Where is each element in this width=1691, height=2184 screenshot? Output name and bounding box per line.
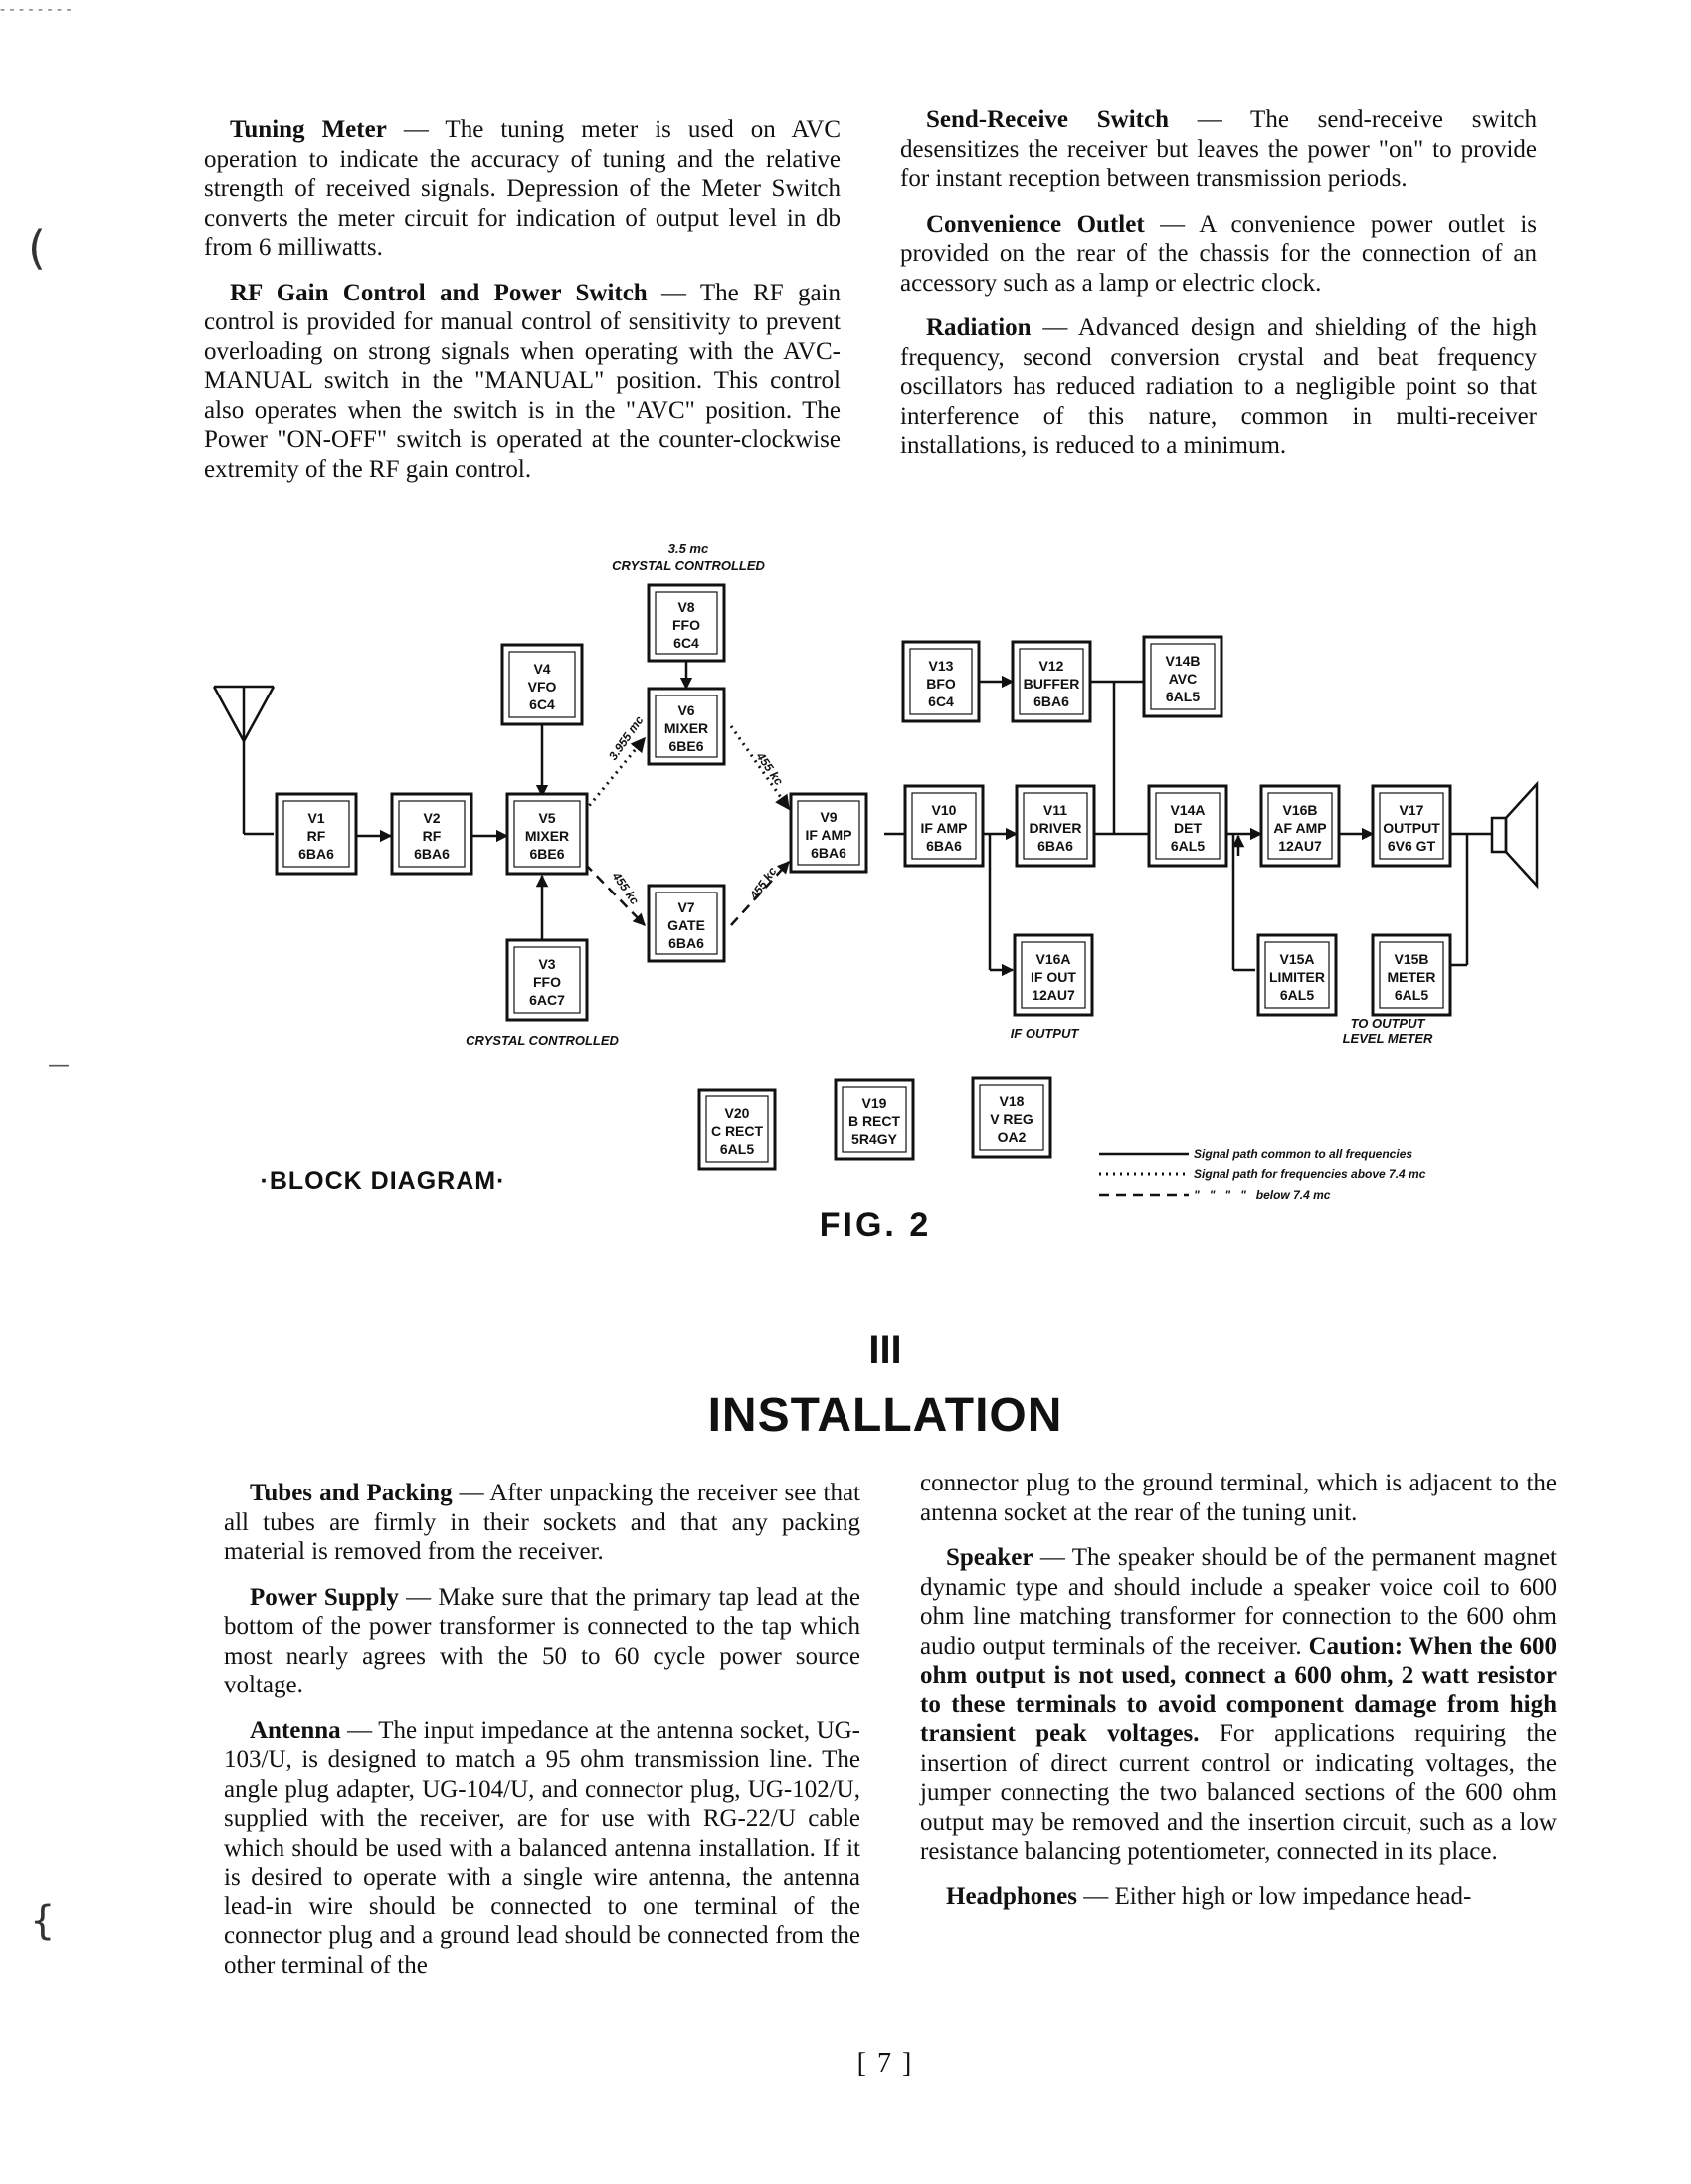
if-output-label: IF OUTPUT [1010, 1026, 1079, 1041]
tube-block-v15a [1258, 935, 1336, 1015]
tube-block-v10 [905, 786, 983, 866]
tube-block-label: V11 [1042, 802, 1068, 818]
tube-block-label: 6C4 [529, 696, 555, 712]
tube-block-v19 [836, 1080, 913, 1159]
tube-block-label: IF OUT [1031, 969, 1076, 985]
paragraph-body: — The speaker should be of the permanent magnet dynamic type and should include a speaker voice coil to 600 ohm line matching transformer for connection to the 600 ohm audio output terminals of the receiver. [920, 1544, 1557, 1660]
scan-mark: ( [28, 221, 46, 275]
paragraph: connector plug to the ground terminal, which is adjacent to the antenna socket at the rear of the tuning unit. [920, 1470, 1557, 1526]
paragraph-body: — After unpacking the receiver see that all tubes are firmly in their sockets and that any packing material is removed from the receiver. [224, 1480, 860, 1565]
tube-block-label: MIXER [663, 720, 709, 736]
tube-block-v1 [277, 794, 356, 874]
tube-block-label: 6C4 [928, 694, 954, 709]
frequency-label: 455 kc [746, 864, 780, 902]
tube-block-label: 6BE6 [529, 846, 565, 862]
tube-block-v14a [1149, 786, 1226, 866]
tube-block-label: V1 [307, 810, 325, 826]
tube-block-label: BUFFER [1023, 676, 1080, 692]
tube-block-label: V15A [1279, 951, 1315, 967]
tube-block-label: V6 [677, 702, 695, 718]
tube-block-label: OA2 [997, 1129, 1027, 1145]
paragraph-heading: Tuning Meter [230, 116, 387, 143]
tube-block-label: 12AU7 [1032, 987, 1075, 1003]
tube-block-v17 [1373, 786, 1450, 866]
paragraph [224, 1716, 860, 1981]
tube-block-label: 6BA6 [1033, 694, 1069, 709]
legend-text: Signal path for frequencies above 7.4 mc [1194, 1167, 1426, 1181]
tube-block-label: DRIVER [1029, 820, 1082, 836]
meter-output-label: LEVEL METER [1342, 1031, 1433, 1046]
tube-block-label: 6AC7 [529, 992, 565, 1008]
tube-block-label: V14B [1165, 653, 1201, 669]
top-left-column [204, 115, 841, 499]
paragraph [920, 1543, 1557, 1867]
paragraph-heading: Antenna [250, 1716, 341, 1744]
paragraph-heading: Tubes and Packing [250, 1480, 453, 1506]
tube-block-label: 6BA6 [298, 846, 334, 862]
tube-block-label: 6BA6 [1037, 838, 1073, 854]
paragraph-body: — The send-receive switch desensitizes the receiver but leaves the power "on" to provide for instant reception between transmission periods. [900, 106, 1537, 192]
v8-crystal-label: CRYSTAL CONTROLLED [612, 558, 765, 573]
paragraph-body: For applications requiring the insertion of direct current control or indicating voltages, the jumper connecting the two balanced sections of the 600 ohm output may be removed and the insertion circuit, such as a low resistance balancing potentiometer, connected in its place. [920, 1720, 1557, 1865]
tube-block-label: AVC [1168, 671, 1198, 687]
paragraph-heading: RF Gain Control and Power Switch [230, 279, 648, 306]
tube-block-label: V7 [677, 899, 695, 915]
paragraph [204, 115, 841, 263]
tube-block-v13 [903, 642, 979, 721]
paragraph [224, 1479, 860, 1567]
tube-block-label: 6AL5 [1394, 987, 1429, 1003]
diagram-caption: ·BLOCK DIAGRAM· [260, 1167, 506, 1195]
tube-block-label: 6BA6 [811, 845, 846, 861]
tube-block-label: V14A [1170, 802, 1206, 818]
tube-block-label: 5R4GY [851, 1131, 897, 1147]
tube-block-label: V3 [538, 956, 556, 972]
tube-block-label: V13 [928, 658, 954, 674]
frequency-label: 3.955 mc [605, 713, 647, 763]
tube-block-label: GATE [667, 917, 705, 933]
tube-block-label: V10 [931, 802, 957, 818]
tube-block-label: V15B [1394, 951, 1429, 967]
tube-block-label: IF AMP [920, 820, 968, 836]
tube-block-v12 [1013, 642, 1090, 721]
tube-block-label: RF [422, 828, 442, 844]
tube-block-v16a [1015, 935, 1092, 1015]
paragraph [920, 1883, 1557, 1912]
scan-mark: — [48, 1053, 70, 1078]
tube-block-label: V8 [677, 599, 695, 615]
tube-block-v20 [699, 1090, 775, 1169]
tube-block-label: 6V6 GT [1387, 838, 1436, 854]
tube-block-label: 6AL5 [1170, 838, 1206, 854]
paragraph-body: — Make sure that the primary tap lead at the bottom of the power transformer is connected to the tap which most nearly agrees with the 50 to 60 cycle power source voltage. [224, 1583, 860, 1698]
paragraph-heading: Speaker [946, 1544, 1033, 1571]
tube-block-label: V16A [1035, 951, 1071, 967]
tube-block-v3 [507, 940, 587, 1020]
figure-label: FIG. 2 [819, 1206, 932, 1244]
bottom-right-column [920, 1469, 1557, 1927]
tube-block-label: 6BE6 [668, 738, 704, 754]
tube-block-v2 [392, 794, 471, 874]
tube-block-label: V REG [990, 1111, 1033, 1127]
paragraph [224, 1583, 860, 1700]
tube-block-v5 [507, 794, 587, 874]
tube-block-label: 6C4 [673, 635, 699, 651]
tube-block-label: OUTPUT [1383, 820, 1440, 836]
tube-block-label: VFO [527, 679, 557, 695]
tube-block-label: LIMITER [1269, 969, 1325, 985]
tube-block-label: V9 [820, 809, 838, 825]
tube-block-label: B RECT [847, 1113, 901, 1129]
tube-block-label: FFO [533, 974, 561, 990]
paragraph-heading: Send-Receive Switch [926, 106, 1169, 133]
tube-block-v6 [649, 689, 724, 764]
tube-block-label: METER [1387, 969, 1436, 985]
tube-block-label: 6BA6 [926, 838, 962, 854]
legend-text: Signal path common to all frequencies [1194, 1147, 1413, 1161]
tube-block-v15b [1373, 935, 1450, 1015]
tube-block-label: IF AMP [805, 827, 852, 843]
frequency-label: 455 kc [753, 749, 787, 788]
paragraph-heading: Radiation [926, 314, 1032, 341]
tube-block-v14b [1144, 637, 1221, 716]
scan-mark: - - - - - - - - [0, 2, 72, 18]
tube-block-v9 [791, 794, 866, 872]
tube-block-label: MIXER [524, 828, 570, 844]
paragraph-heading: Headphones [946, 1883, 1077, 1910]
page-number: [ 7 ] [856, 2048, 914, 2079]
tube-block-label: V2 [423, 810, 441, 826]
tube-block-label: 6AL5 [1165, 689, 1201, 704]
tube-block-label: DET [1174, 820, 1202, 836]
paragraph [900, 313, 1537, 461]
paragraph-body: — The tuning meter is used on AVC operation to indicate the accuracy of tuning and the relative strength of received signals. Depression of the Meter Switch converts the meter circuit for indication of output level in db from 6 milliwatts. [204, 116, 841, 261]
tube-block-label: V5 [538, 810, 556, 826]
tube-block-label: V16B [1282, 802, 1318, 818]
antenna-icon [214, 687, 274, 834]
tube-block-v8 [649, 585, 724, 661]
tube-block-label: V20 [724, 1105, 750, 1121]
speaker-icon [1492, 784, 1537, 886]
tube-block-label: V12 [1038, 658, 1064, 674]
section-number: III [868, 1328, 902, 1372]
meter-output-label: TO OUTPUT [1350, 1016, 1425, 1031]
frequency-label: 455 kc [609, 869, 643, 907]
tube-block-label: V4 [533, 661, 551, 677]
v8-frequency-label: 3.5 mc [667, 541, 709, 556]
top-right-column [900, 105, 1537, 477]
legend-text: " " " " below 7.4 mc [1194, 1188, 1331, 1202]
tube-block-label: 6BA6 [414, 846, 450, 862]
tube-block-label: 6AL5 [1279, 987, 1315, 1003]
scan-mark: { [30, 1898, 56, 1944]
section-title: INSTALLATION [707, 1389, 1063, 1442]
tube-block-v11 [1017, 786, 1094, 866]
tube-block-label: AF AMP [1273, 820, 1327, 836]
tube-block-label: 6BA6 [668, 935, 704, 951]
bottom-left-column [224, 1479, 860, 1996]
caution-text: Caution: When the 600 ohm output is not used, connect a 600 ohm, 2 watt resistor to these terminals to avoid component damage from high transient peak voltages. [920, 1632, 1557, 1747]
paragraph-body: — The input impedance at the antenna socket, UG-103/U, is designed to match a 95 ohm transmission line. The angle plug adapter, UG-104/U, and connector plug, UG-102/U, supplied with the receiver, are for use with RG-22/U cable which should be used with a balanced antenna installation. If it is desired to operate with a single wire antenna, the antenna lead-in wire should be connected to one terminal of the connector plug and a ground lead should be connected from the other terminal of the [224, 1716, 860, 1979]
tube-block-label: BFO [926, 676, 956, 692]
tube-block-label: 12AU7 [1278, 838, 1322, 854]
tube-block-label: C RECT [710, 1123, 764, 1139]
tube-block-v4 [502, 645, 582, 724]
tube-block-label: 6AL5 [719, 1141, 755, 1157]
tube-block-v16b [1261, 786, 1339, 866]
paragraph [204, 279, 841, 485]
tube-block-label: RF [306, 828, 326, 844]
block-diagram [0, 527, 1691, 1284]
paragraph-body: — A convenience power outlet is provided on the rear of the chassis for the connection of an accessory such as a lamp or electric clock. [900, 210, 1538, 297]
paragraph-heading: Power Supply [250, 1583, 399, 1611]
v3-crystal-label: CRYSTAL CONTROLLED [466, 1033, 619, 1048]
tube-block-v18 [973, 1078, 1050, 1157]
tube-block-label: FFO [672, 617, 700, 633]
tube-block-label: V17 [1399, 802, 1424, 818]
tube-block-label: V19 [861, 1095, 887, 1111]
paragraph-body: — Either high or low impedance head- [1076, 1883, 1472, 1910]
paragraph-body: — Advanced design and shielding of the high frequency, second conversion crystal and beat frequency oscillators has reduced radiation to a negligible point so that interference of this nature, common in multi-receiver installations, is reduced to a minimum. [900, 314, 1537, 459]
paragraph-heading: Convenience Outlet [926, 210, 1145, 238]
tube-block-label: V18 [999, 1093, 1025, 1109]
tube-block-v7 [649, 886, 724, 961]
paragraph-body: — The RF gain control is provided for manual control of sensitivity to prevent overloading on strong signals when operating with the AVC-MANUAL switch in the "MANUAL" position. This control also operates when the switch is in the "AVC" position. The Power "ON-OFF" switch is operated at the counter-clockwise extremity of the RF gain control. [204, 279, 841, 483]
paragraph [900, 210, 1537, 298]
paragraph [900, 105, 1537, 194]
